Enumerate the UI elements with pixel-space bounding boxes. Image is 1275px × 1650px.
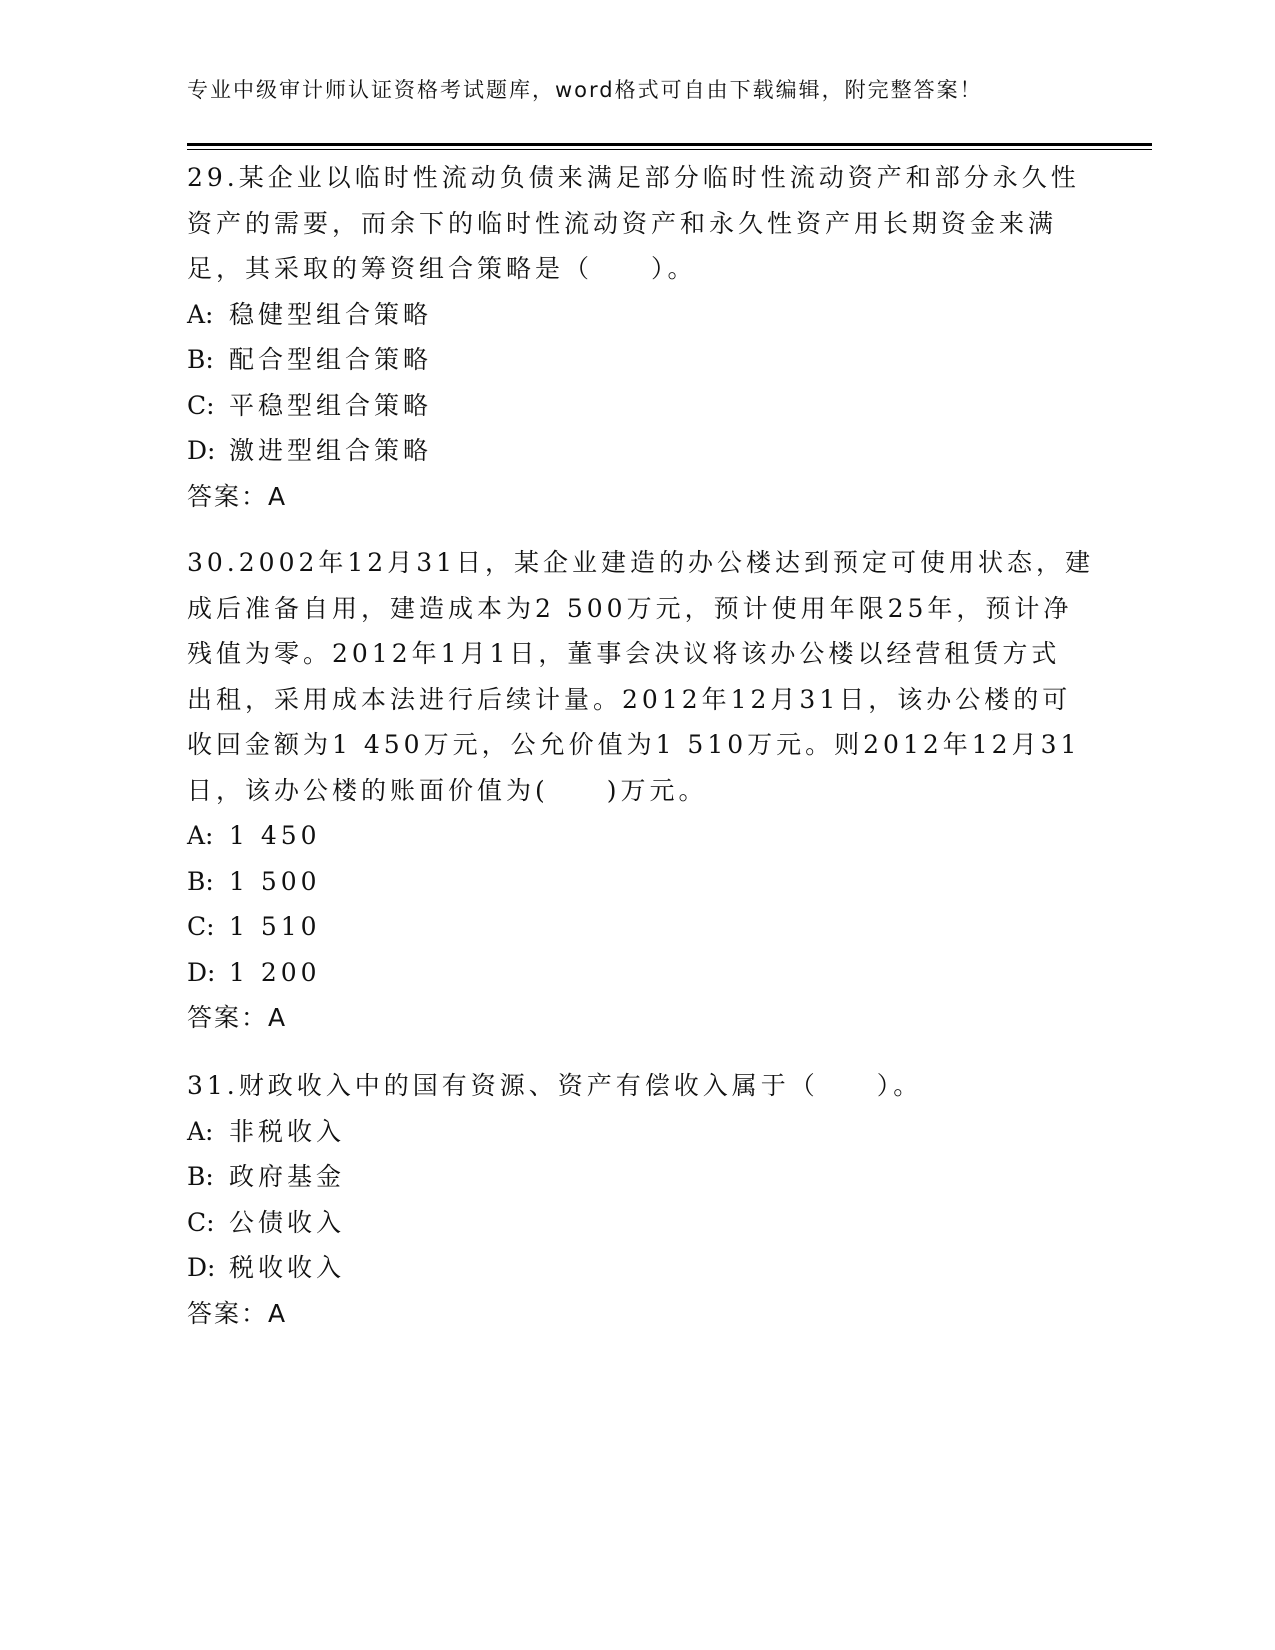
question-stem (187, 155, 1080, 292)
question-line: 资产的需要，而余下的临时性流动资产和永久性资产用长期资金来满 (187, 208, 1058, 238)
question-stem (187, 540, 1095, 813)
option-c (187, 904, 1077, 950)
option-label: A: (187, 299, 214, 329)
question-line: 日，该办公楼的账面价值为( )万元。 (187, 775, 708, 805)
question-line: 29.某企业以临时性流动负债来满足部分临时性流动资产和部分永久性 (187, 163, 1080, 192)
option-c (187, 1200, 1077, 1246)
option-list (187, 813, 1077, 995)
question-line: 30.2002年12月31日，某企业建造的办公楼达到预定可使用状态，建 (187, 548, 1095, 577)
question-line: 成后准备自用，建造成本为2 500万元，预计使用年限25年，预计净 (187, 593, 1073, 623)
page-header: 专业中级审计师认证资格考试题库，word格式可自由下载编辑，附完整答案！ (187, 78, 983, 102)
option-text: 非税收入 (229, 1116, 346, 1146)
option-a (187, 1109, 1077, 1155)
option-label: A: (187, 1116, 214, 1146)
option-text: 税收收入 (229, 1253, 346, 1282)
question-line: 残值为零。2012年1月1日，董事会决议将该办公楼以经营租赁方式 (187, 639, 1061, 668)
option-text: 公债收入 (229, 1207, 346, 1237)
option-label: D: (187, 957, 216, 987)
question-line: 足，其采取的筹资组合策略是（ ）。 (187, 254, 697, 283)
option-label: B: (187, 1162, 214, 1191)
option-text: 稳健型组合策略 (229, 299, 433, 329)
question-line: 出租，采用成本法进行后续计量。2012年12月31日，该办公楼的可 (187, 684, 1072, 714)
option-b (187, 337, 1077, 383)
option-text: 1 200 (229, 957, 321, 987)
option-text: 平稳型组合策略 (229, 390, 433, 420)
option-text: 激进型组合策略 (229, 436, 433, 465)
option-a (187, 813, 1077, 859)
question-29 (187, 155, 1080, 519)
option-label: C: (187, 912, 215, 941)
option-c (187, 383, 1077, 429)
option-a (187, 292, 1077, 338)
answer: 答案：A (187, 1298, 288, 1328)
answer: 答案：A (187, 1003, 288, 1032)
header-rule-thick (187, 143, 1152, 146)
header-rule-thin (187, 149, 1152, 150)
option-d (187, 950, 1077, 996)
question-line: 31.财政收入中的国有资源、资产有偿收入属于（ ）。 (187, 1071, 923, 1100)
option-d (187, 1245, 1077, 1291)
option-b (187, 859, 1077, 905)
option-text: 配合型组合策略 (229, 345, 433, 374)
option-d (187, 428, 1077, 474)
option-text: 1 450 (229, 821, 321, 850)
question-30 (187, 540, 1095, 1041)
option-list (187, 1109, 1077, 1291)
option-label: A: (187, 821, 214, 850)
option-label: C: (187, 390, 215, 420)
question-stem (187, 1063, 1077, 1109)
option-list (187, 292, 1077, 474)
option-label: B: (187, 345, 214, 374)
option-label: D: (187, 1253, 216, 1282)
option-text: 1 510 (229, 912, 321, 941)
option-text: 政府基金 (229, 1162, 346, 1191)
answer: 答案：A (187, 481, 288, 511)
option-label: D: (187, 436, 216, 465)
option-text: 1 500 (229, 866, 321, 896)
option-label: B: (187, 866, 214, 896)
question-line: 收回金额为1 450万元，公允价值为1 510万元。则2012年12月31 (187, 730, 1081, 759)
option-b (187, 1154, 1077, 1200)
option-label: C: (187, 1207, 215, 1237)
question-31 (187, 1063, 1077, 1336)
